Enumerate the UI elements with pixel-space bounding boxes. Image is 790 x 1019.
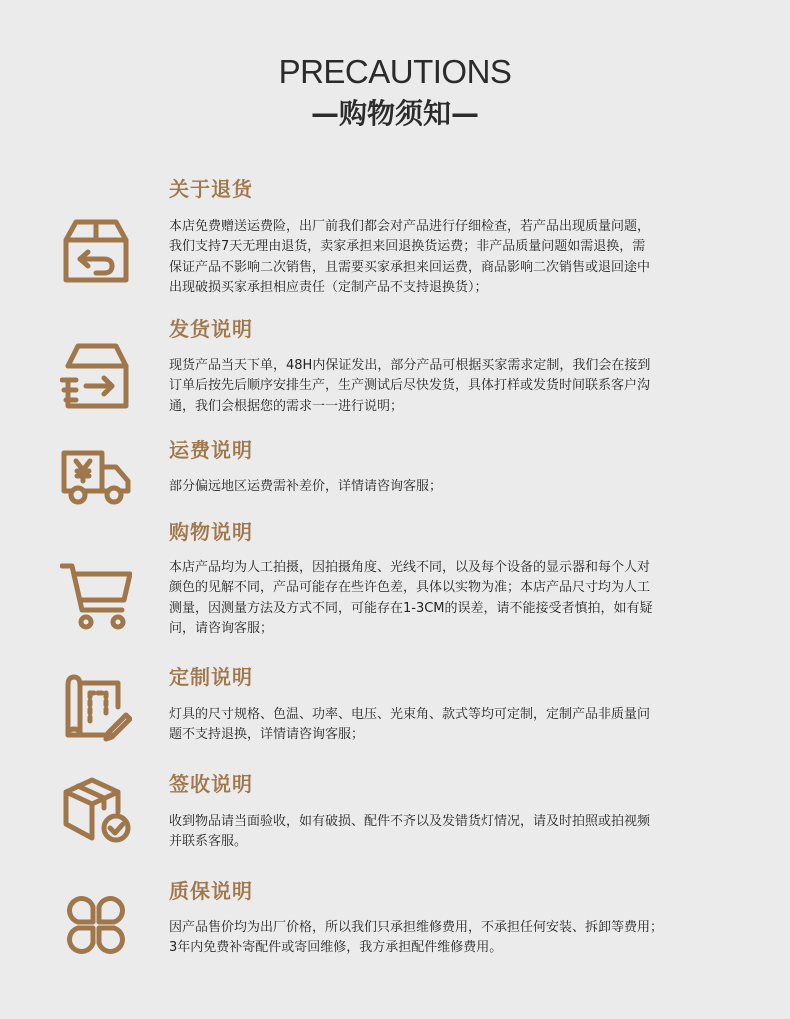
shipping-box-icon	[60, 340, 132, 412]
text-line: 问，请咨询客服；	[169, 620, 274, 636]
section-text	[169, 918, 729, 959]
return-box-icon	[60, 214, 132, 286]
section-text	[169, 812, 729, 853]
section-text	[169, 217, 729, 298]
text-line: 保证产品不影响二次销售，且需要买家承担来回运费，商品影响二次销售或退回途中	[169, 259, 651, 275]
text-line: 部分偏远地区运费需补差价，详情请咨询客服；	[169, 479, 443, 494]
text-line: 灯具的尺寸规格、色温、功率、电压、光束角、款式等均可定制，定制产品非质量问	[169, 707, 651, 722]
section-text	[169, 477, 729, 497]
text-line: 本店产品均为人工拍摄，因拍摄角度、光线不同，以及每个设备的显示器和每个人对	[169, 560, 651, 575]
text-line: 并联系客服。	[169, 834, 248, 850]
section-text	[169, 356, 729, 417]
section-title: 质保说明	[169, 879, 253, 903]
title-english: PRECAUTIONS	[278, 53, 512, 90]
quality-clover-icon	[60, 889, 132, 961]
freight-truck-icon	[60, 441, 132, 513]
text-line: 收到物品请当面验收，如有破损、配件不齐以及发错货灯情况，请及时拍照或拍视频	[169, 814, 651, 829]
text-line: 颜色的见解不同，产品可能存在些许色差，具体以实物为准；本店产品尺寸均为人工	[169, 580, 651, 596]
page-header	[0, 52, 790, 134]
section-title: 关于退货	[169, 177, 253, 201]
shopping-cart-icon	[60, 560, 132, 632]
text-line: 因产品售价均为出厂价格，所以我们只承担维修费用，不承担任何安装、拆卸等费用；	[169, 920, 664, 935]
section-text	[169, 558, 729, 639]
text-line: 现货产品当天下单，48H内保证发出，部分产品可根据买家需求定制，我们会在接到	[169, 358, 651, 373]
section-title: 发货说明	[169, 317, 253, 341]
text-line: 订单后按先后顺序安排生产，生产测试后尽快发货，具体打样或发货时间联系客户沟	[169, 378, 651, 394]
text-line: 我们支持7天无理由退货，卖家承担来回退换货运费；非产品质量问题如需退换，需	[169, 239, 646, 255]
text-line: 出现破损买家承担相应责任（定制产品不支持退换货）；	[169, 279, 488, 295]
text-line: 题不支持退换，详情请咨询客服；	[169, 727, 365, 743]
text-line: 通，我们会根据您的需求一一进行说明；	[169, 398, 404, 414]
section-title: 签收说明	[169, 772, 253, 796]
custom-blueprint-icon	[60, 671, 132, 743]
section-text	[169, 705, 729, 746]
section-title: 购物说明	[169, 520, 253, 544]
section-title: 运费说明	[169, 438, 253, 462]
text-line: 本店免费赠送运费险，出厂前我们都会对产品进行仔细检查，若产品出现质量问题，	[169, 219, 651, 234]
text-line: 3年内免费补寄配件或寄回维修，我方承担配件维修费用。	[169, 940, 503, 956]
package-check-icon	[60, 774, 132, 846]
text-line: 测量，因测量方法及方式不同，可能存在1-3CM的误差，请不能接受者慎拍，如有疑	[169, 600, 653, 616]
section-title: 定制说明	[169, 665, 253, 689]
title-chinese: —购物须知—	[310, 97, 479, 130]
